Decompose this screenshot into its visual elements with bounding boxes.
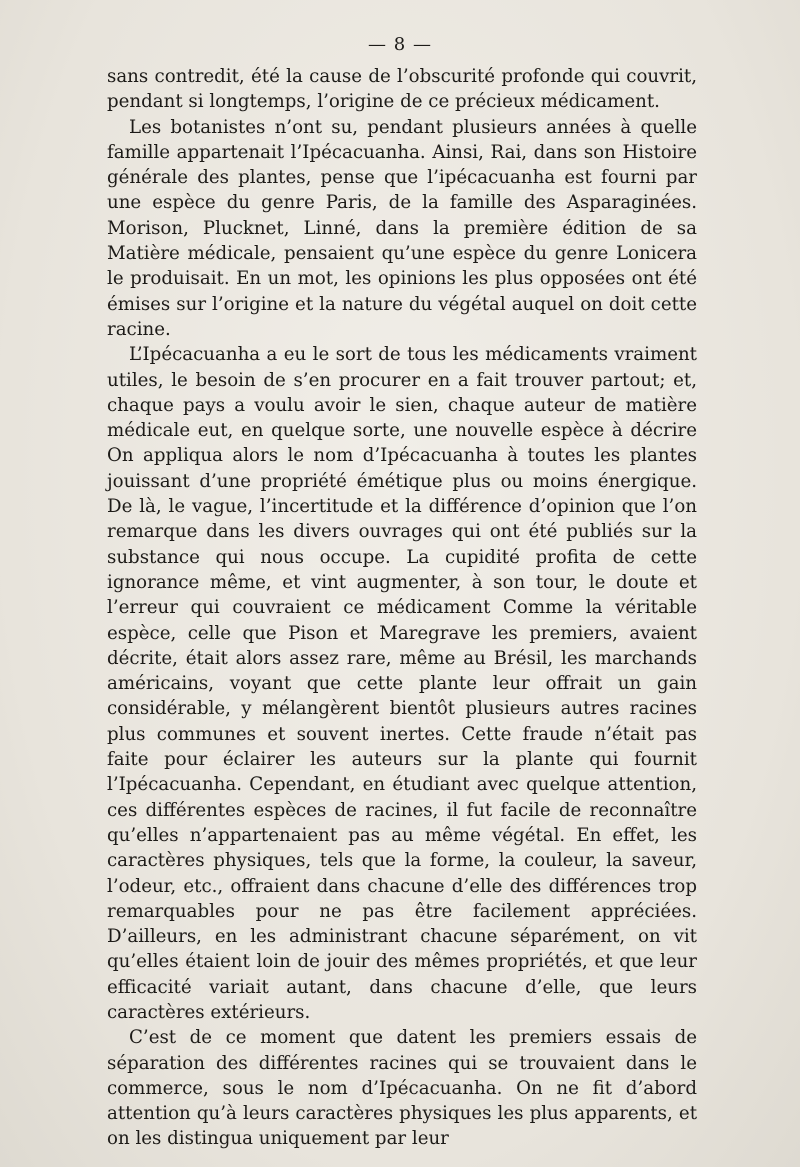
paragraph-2: Les botanistes n’ont su, pendant plusieurs années à quelle famille appartenait l’Ipécacuanha. Ainsi, Rai, dans son Histoire générale des plantes, pense que l’ipécacuanha est fourni par une espèce du genre Paris, de la famille des Asparaginées. Morison, Plucknet, Linné, dans la première édition de sa Matière médicale, pensaient qu’une espèce du genre Lonicera le produisait. En un mot, les opinions les plus opposées ont été émises sur l’origine et la nature du végétal auquel on doit cette racine. — [107, 116, 697, 340]
paragraph-3: L’Ipécacuanha a eu le sort de tous les médicaments vraiment utiles, le besoin de s’en procurer en a fait trouver partout; et, chaque pays a voulu avoir le sien, chaque auteur de matière médicale eut, en quelque sorte, une nouvelle espèce à décrire On appliqua alors le nom d’Ipécacuanha à toutes les plantes jouissant d’une propriété émétique plus ou moins énergique. De là, le vague, l’incertitude et la différence d’opinion que l’on remarque dans les divers ouvrages qui ont été publiés sur la substance qui nous occupe. La cupidité profita de cette ignorance même, et vint augmenter, à son tour, le doute et l’erreur qui couvraient ce médicament Comme la véritable espèce, celle que Pison et Maregrave les premiers, avaient décrite, était alors assez rare, même au Brésil, les marchands américains, voyant que cette plante leur offrait un gain considérable, y mélangèrent bientôt plusieurs autres racines plus communes et souvent inertes. Cette fraude n’était pas faite pour éclairer les auteurs sur la plante qui fournit l’Ipécacuanha. Cependant, en étudiant avec quelque attention, ces différentes espèces de racines, il fut facile de reconnaître qu’elles n’appartenaient pas au même végétal. En effet, les caractères physiques, tels que la forme, la couleur, la saveur, l’odeur, etc., offraient dans chacune d’elle des différences trop remarquables pour ne pas être facilement appréciées. D’ailleurs, en les administrant chacune séparément, on vit qu’elles étaient loin de jouir des mêmes propriétés, et que leur efficacité variait autant, dans chacune d’elle, que leurs caractères extérieurs. — [107, 344, 697, 1023]
paragraph-1: sans contredit, été la cause de l’obscurité profonde qui couvrit, pendant si longtemps, l’origine de ce précieux médicament. — [107, 66, 697, 113]
paragraph-4: C’est de ce moment que datent les premiers essais de séparation des différentes racines qui se trouvaient dans le commerce, sous le nom d’Ipécacuanha. On ne fit d’abord attention qu’à leurs caractères physiques les plus apparents, et on les distingua uniquement par leur — [107, 1027, 697, 1150]
page-number: — 8 — — [368, 34, 432, 55]
body-text — [107, 64, 697, 1152]
